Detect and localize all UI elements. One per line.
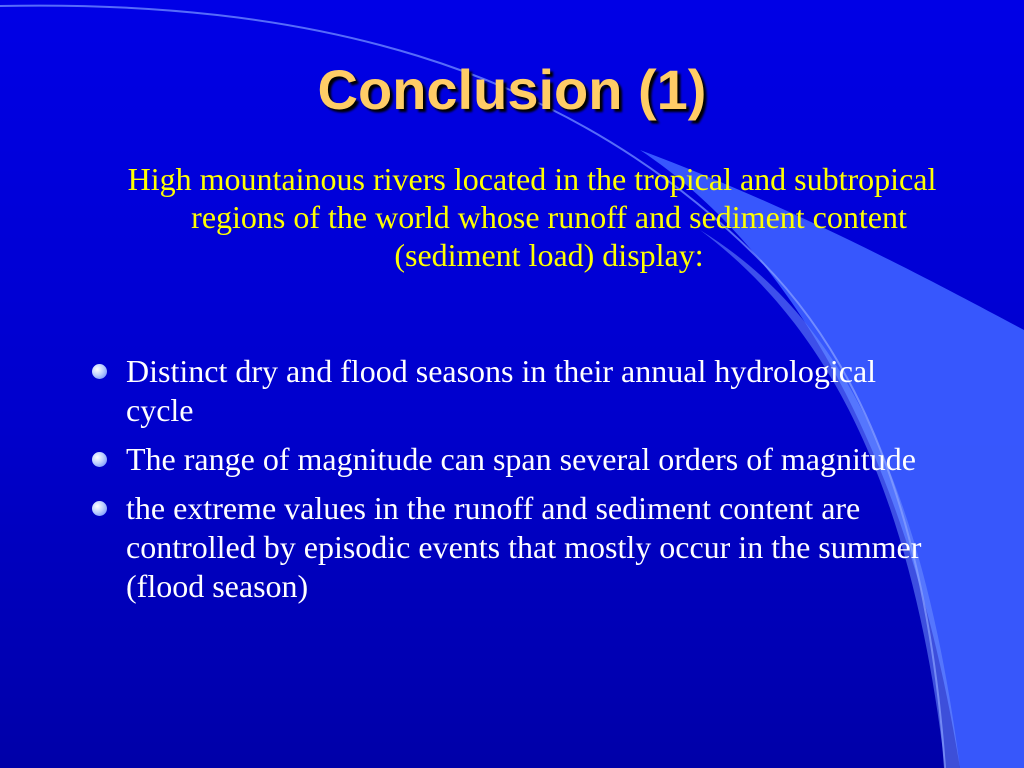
bullet-item <box>86 352 946 430</box>
bullet-dot-icon <box>92 452 107 467</box>
bullet-list <box>86 352 946 616</box>
intro-paragraph: High mountainous rivers located in the tropical and subtropical regions of the world whose runoff and sediment content (sediment load) display: <box>127 161 937 273</box>
bullet-item <box>86 489 946 606</box>
bullet-text: the extreme values in the runoff and sediment content are controlled by episodic events that mostly occur in the summer (flood season) <box>126 490 922 604</box>
bullet-dot-icon <box>92 364 107 379</box>
slide-title: Conclusion (1) <box>317 58 707 121</box>
bullet-text: The range of magnitude can span several orders of magnitude <box>126 441 916 477</box>
bullet-item <box>86 440 946 479</box>
bullet-text: Distinct dry and flood seasons in their annual hydrological cycle <box>126 353 877 428</box>
bullet-dot-icon <box>92 501 107 516</box>
